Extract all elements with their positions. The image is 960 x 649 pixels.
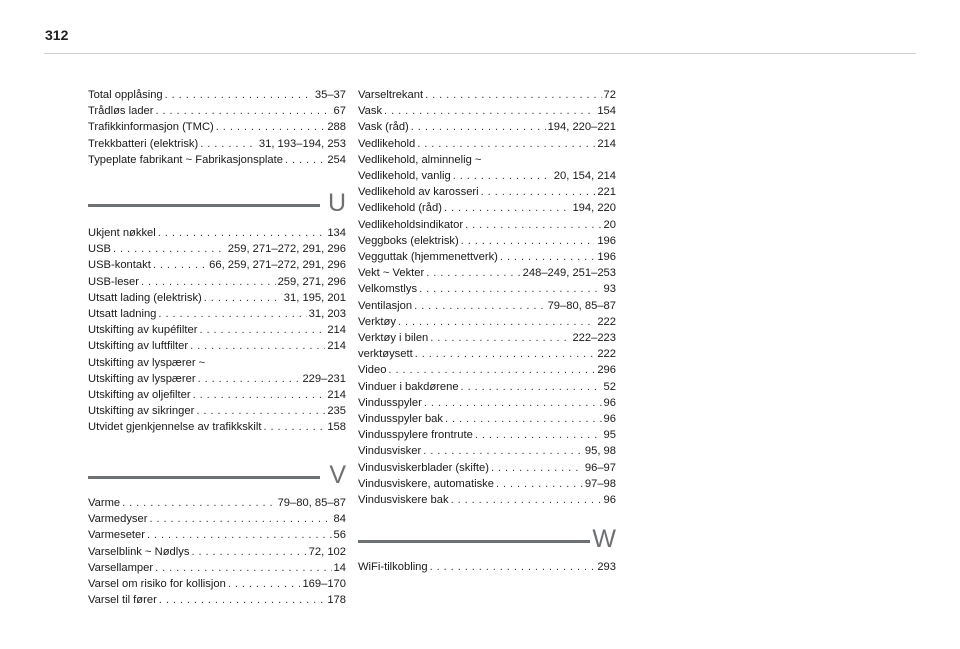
index-entry: Utskifting av kupéfilter . . . 214: [88, 322, 346, 338]
index-entry: Vindusviskere bak . . . 96: [358, 492, 616, 508]
page-number: 312: [45, 27, 69, 43]
index-entry: Vask . . . 154: [358, 103, 616, 119]
section-letter: U: [327, 189, 346, 217]
index-entry: Utskifting av luftfilter . . . 214: [88, 338, 346, 354]
index-entry: Verktøy i bilen . . . 222–223: [358, 330, 616, 346]
index-entry: Varme . . . 79–80, 85–87: [88, 495, 346, 511]
index-entry: Varsellamper . . . 14: [88, 560, 346, 576]
index-entry: Vedlikehold, vanlig . . . 20, 154, 214: [358, 168, 616, 184]
section-rule: [88, 204, 320, 207]
index-entry: Typeplate fabrikant ~ Fabrikasjonsplate . . . 254: [88, 152, 346, 168]
index-entry: Vedlikeholdsindikator . . . 20: [358, 217, 616, 233]
index-entry: Trekkbatteri (elektrisk) . . . 31, 193–194, 253: [88, 136, 346, 152]
index-entry: Vindusspyler . . . 96: [358, 395, 616, 411]
index-entry: Vindusviskerblader (skifte) . . . 96–97: [358, 460, 616, 476]
index-entry: WiFi-tilkobling . . . 293: [358, 559, 616, 575]
index-entry: Veggboks (elektrisk) . . . 196: [358, 233, 616, 249]
index-entry: Trafikkinformasjon (TMC) . . . 288: [88, 119, 346, 135]
index-entry: Varseltrekant . . . 72: [358, 87, 616, 103]
index-list-v: [88, 495, 346, 608]
index-entry: Video . . . 296: [358, 362, 616, 378]
index-entry: USB . . . 259, 271–272, 291, 296: [88, 241, 346, 257]
index-entry: Vedlikehold, alminnelig ~: [358, 153, 482, 166]
index-entry: Varsel om risiko for kollisjon . . . 169–170: [88, 576, 346, 592]
index-entry: Utskifting av oljefilter . . . 214: [88, 387, 346, 403]
section-rule: [358, 540, 590, 543]
index-entry: Vask (råd) . . . 194, 220–221: [358, 119, 616, 135]
index-list-u: [88, 225, 346, 436]
index-entry: Ukjent nøkkel . . . 134: [88, 225, 346, 241]
index-entry: Varsel til fører . . . 178: [88, 592, 346, 608]
index-list-t-continued: [88, 87, 346, 168]
index-entry: Vedlikehold (råd) . . . 194, 220: [358, 200, 616, 216]
index-entry: Ventilasjon . . . 79–80, 85–87: [358, 298, 616, 314]
index-entry: Utsatt ladning . . . 31, 203: [88, 306, 346, 322]
index-list-v-continued: [358, 87, 616, 508]
index-entry: Vegguttak (hjemmenettverk) . . . 196: [358, 249, 616, 265]
index-entry: Vindusviskere, automatiske . . . 97–98: [358, 476, 616, 492]
header-divider: [44, 53, 916, 54]
index-list-w: [358, 559, 616, 575]
index-entry: Vedlikehold . . . 214: [358, 136, 616, 152]
index-entry: Varmeseter . . . 56: [88, 527, 346, 543]
index-entry: Utskifting av sikringer . . . 235: [88, 403, 346, 419]
index-entry: USB-leser . . . 259, 271, 296: [88, 274, 346, 290]
index-entry: Velkomstlys . . . 93: [358, 281, 616, 297]
index-entry: Trådløs lader . . . 67: [88, 103, 346, 119]
section-letter: V: [329, 461, 346, 489]
index-entry: Utsatt lading (elektrisk) . . . 31, 195, 201: [88, 290, 346, 306]
index-entry: Vindusspyler bak . . . 96: [358, 411, 616, 427]
index-entry: Vekt ~ Vekter . . . 248–249, 251–253: [358, 265, 616, 281]
index-entry: Vindusvisker . . . 95, 98: [358, 443, 616, 459]
index-entry: USB-kontakt . . . 66, 259, 271–272, 291, 296: [88, 257, 346, 273]
index-entry: Vinduer i bakdørene . . . 52: [358, 379, 616, 395]
section-header-u: [88, 182, 346, 222]
section-header-w: [358, 518, 616, 558]
index-entry: Total opplåsing . . . 35–37: [88, 87, 346, 103]
index-entry: Verktøy . . . 222: [358, 314, 616, 330]
index-entry: Utskifting av lyspærer ~: [88, 356, 206, 369]
index-entry: Varmedyser . . . 84: [88, 511, 346, 527]
index-entry: Vindusspylere frontrute . . . 95: [358, 427, 616, 443]
index-entry: Varselblink ~ Nødlys . . . 72, 102: [88, 544, 346, 560]
index-entry: Utskifting av lyspærer . . . 229–231: [88, 371, 346, 387]
section-rule: [88, 476, 320, 479]
section-letter: W: [592, 525, 616, 553]
index-entry: verktøysett . . . 222: [358, 346, 616, 362]
section-header-v: [88, 454, 346, 494]
index-entry: Vedlikehold av karosseri . . . 221: [358, 184, 616, 200]
index-entry: Utvidet gjenkjennelse av trafikkskilt . . . 158: [88, 419, 346, 435]
